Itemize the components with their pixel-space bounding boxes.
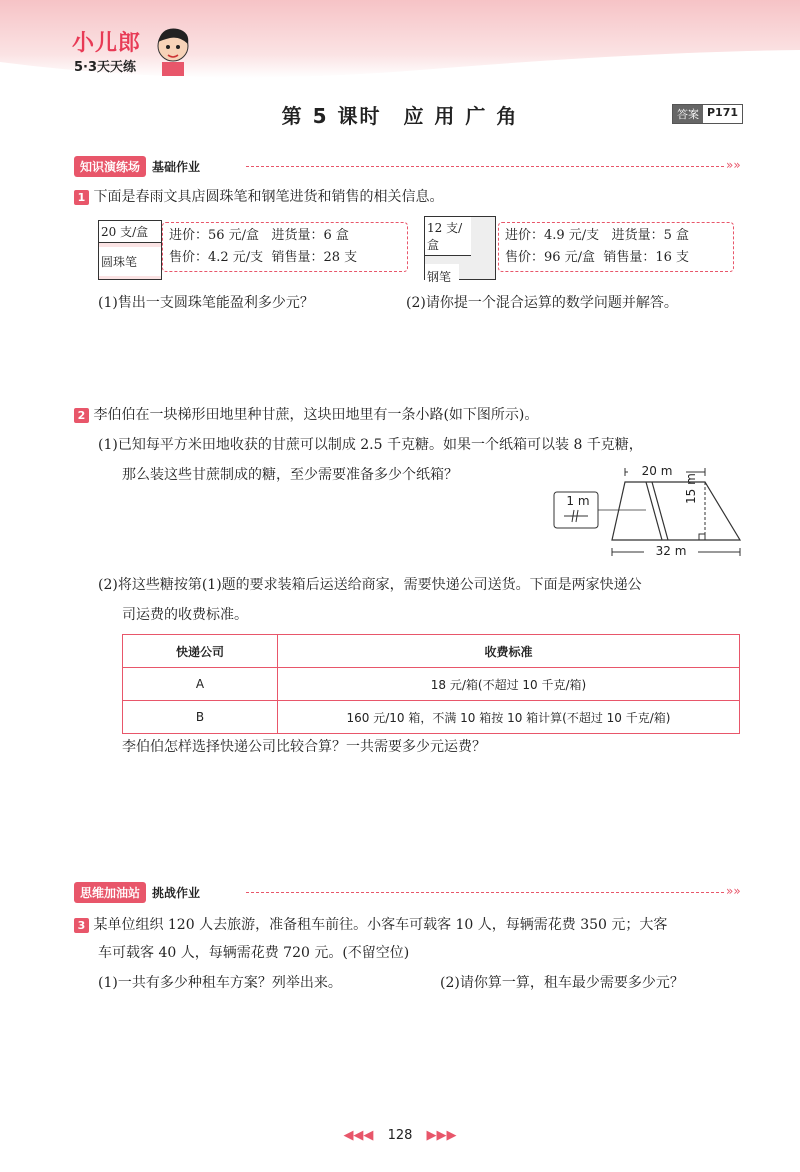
box-a-label: 20 支/盒 — [99, 221, 161, 243]
arrows-icon: »» — [726, 158, 741, 172]
section-challenge — [74, 882, 200, 903]
brand-subtitle: 5·3天天练 — [74, 60, 137, 75]
figure-top-label: 20 m — [628, 464, 686, 478]
table-cell: B — [123, 701, 278, 734]
question-3 — [74, 914, 667, 936]
section-subtitle: 基础作业 — [152, 160, 201, 174]
sold-b: 销售量：16 支 — [603, 250, 690, 265]
section-divider — [246, 892, 724, 893]
q3-sub2: (2)请你算一算，租车最少需要多少元？ — [440, 975, 684, 991]
figure-path-label: 1 m — [566, 494, 590, 508]
pen-box-b — [424, 216, 496, 284]
question-1 — [74, 186, 443, 208]
q2-sub1-line1: (1)已知每平方米田地收获的甘蔗可以制成 2.5 千克糖。如果一个纸箱可以装 8 千克糖， — [98, 437, 643, 453]
info-box-a — [162, 222, 408, 272]
table-header: 快递公司 — [123, 635, 278, 668]
table-cell: A — [123, 668, 278, 701]
box-a-name: 圆珠笔 — [99, 247, 161, 276]
q2-sub2-line1: (2)将这些糖按第(1)题的要求装箱后运送给商家，需要快递公司送货。下面是两家快递公 — [98, 577, 642, 593]
question-stem: 下面是春雨文具店圆珠笔和钢笔进货和销售的相关信息。 — [93, 189, 444, 205]
table-header: 收费标准 — [278, 635, 740, 668]
table-cell: 160 元/10 箱，不满 10 箱按 10 箱计算(不超过 10 千克/箱) — [278, 701, 740, 734]
question-number: 1 — [74, 190, 89, 205]
lesson-title: 第 5 课时 应 用 广 角 — [281, 104, 519, 128]
question-2 — [74, 404, 538, 426]
mascot-icon — [150, 24, 196, 76]
box-b-name: 钢笔 — [425, 264, 459, 289]
cost-b: 进价：4.9 元/支 — [505, 228, 600, 243]
question-number: 3 — [74, 918, 89, 933]
question-stem: 李伯伯在一块梯形田地里种甘蔗，这块田地里有一条小路(如下图所示)。 — [93, 407, 539, 423]
question-number: 2 — [74, 408, 89, 423]
q2-sub1-line2: 那么装这些甘蔗制成的糖，至少需要准备多少个纸箱？ — [122, 467, 458, 483]
q1-sub2: (2)请你提一个混合运算的数学问题并解答。 — [406, 295, 678, 311]
prev-arrows-icon: ◀◀◀ — [343, 1128, 374, 1143]
figure-bottom-label: 32 m — [644, 544, 698, 558]
info-box-b — [498, 222, 734, 272]
section-subtitle: 挑战作业 — [152, 886, 201, 900]
price-b: 售价：96 元/盒 — [505, 250, 596, 265]
fee-table — [122, 634, 740, 734]
price-a: 售价：4.2 元/支 — [169, 250, 264, 265]
brand-logo: 小儿郎 — [72, 31, 142, 56]
sold-a: 销售量：28 支 — [271, 250, 358, 265]
next-arrows-icon: ▶▶▶ — [426, 1128, 457, 1143]
q3-line2: 车可载客 40 人，每辆需花费 720 元。(不留空位) — [98, 945, 410, 961]
figure-height-label: 15 m — [684, 473, 698, 504]
q2-sub2-line2: 司运费的收费标准。 — [122, 607, 248, 623]
box-b-label: 12 支/盒 — [425, 217, 471, 256]
section-tag: 思维加油站 — [74, 882, 146, 903]
q3-sub1: (1)一共有多少种租车方案？列举出来。 — [98, 975, 342, 991]
question-line1: 某单位组织 120 人去旅游，准备租车前往。小客车可载客 10 人，每辆需花费 350 元；大客 — [93, 917, 668, 933]
page-number: 128 — [387, 1128, 413, 1143]
section-tag: 知识演练场 — [74, 156, 146, 177]
answer-page: P171 — [707, 106, 739, 119]
q2-followup: 李伯伯怎样选择快递公司比较合算？一共需要多少元运费？ — [122, 739, 486, 755]
q1-sub1: (1)售出一支圆珠笔能盈利多少元？ — [98, 295, 314, 311]
stock-b: 进货量：5 盒 — [611, 228, 689, 243]
arrows-icon: »» — [726, 884, 741, 898]
pen-box-a — [98, 220, 162, 280]
page-footer — [0, 1128, 800, 1143]
answer-reference[interactable] — [672, 104, 743, 124]
section-basic — [74, 156, 200, 177]
table-row — [123, 701, 740, 734]
cost-a: 进价：56 元/盒 — [169, 228, 260, 243]
table-row — [123, 668, 740, 701]
answer-label: 答案 — [673, 105, 703, 123]
table-cell: 18 元/箱(不超过 10 千克/箱) — [278, 668, 740, 701]
stock-a: 进货量：6 盒 — [271, 228, 349, 243]
section-divider — [246, 166, 724, 167]
table-header-row — [123, 635, 740, 668]
